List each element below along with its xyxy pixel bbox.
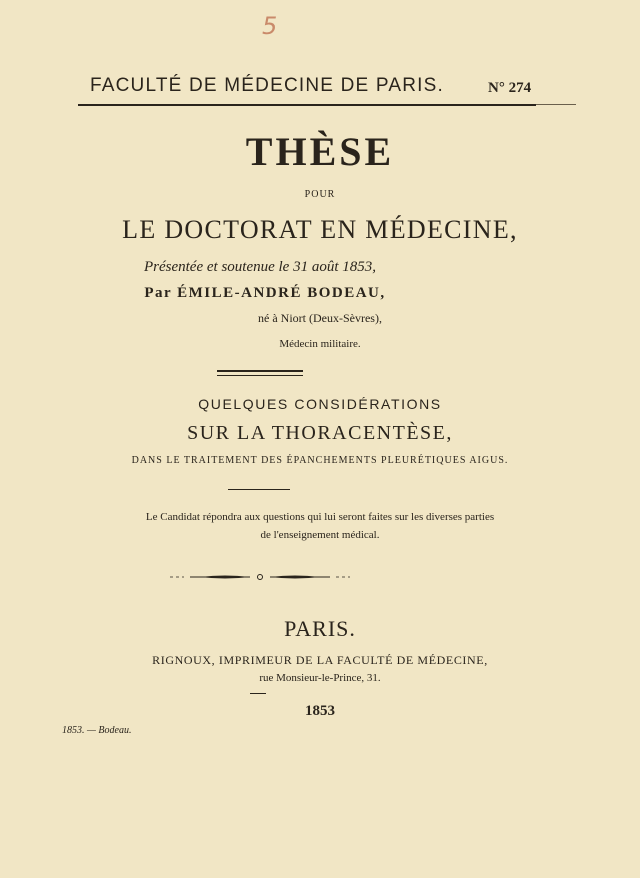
pencil-mark: 5 [262,12,278,40]
double-rule-bottom [217,375,303,376]
note-line-2: de l'enseignement médical. [260,529,380,541]
faculty-header: FACULTÉ DE MÉDECINE DE PARIS. [90,75,444,96]
signature-footer: 1853. — Bodeau. [62,725,132,736]
imprint-city: PARIS. [284,616,356,641]
main-title: THÈSE [245,129,395,174]
title-doctorat: LE DOCTORAT EN MÉDECINE, [122,215,518,244]
imprint-year: 1853 [305,703,335,719]
subject-line-2: SUR LA THORACENTÈSE, [187,422,453,444]
year-rule [250,693,266,694]
thesis-number: N° 274 [488,80,532,96]
subject-line-3: DANS LE TRAITEMENT DES ÉPANCHEMENTS PLEURÉTIQUES AIGUS. [131,455,509,466]
birthplace-line: né à Niort (Deux-Sèvres), [258,311,382,325]
author-line: Par ÉMILE-ANDRÉ BODEAU, [144,285,386,301]
imprint-printer: RIGNOUX, IMPRIMEUR DE LA FACULTÉ DE MÉDECINE, [152,653,488,667]
header-rule-tail [536,104,576,105]
double-rule-top [217,370,303,372]
header-rule [78,104,536,106]
note-line-1: Le Candidat répondra aux questions qui lui seront faites sur les diverses parties [145,511,495,523]
author-role: Médecin militaire. [279,338,361,350]
title-pour: POUR [304,189,336,200]
imprint-address: rue Monsieur-le-Prince, 31. [259,672,381,684]
presentation-line: Présentée et soutenue le 31 août 1853, [143,259,377,275]
ornamental-rule [170,572,350,582]
section-rule [228,489,290,490]
subject-line-1: QUELQUES CONSIDÉRATIONS [198,396,442,412]
